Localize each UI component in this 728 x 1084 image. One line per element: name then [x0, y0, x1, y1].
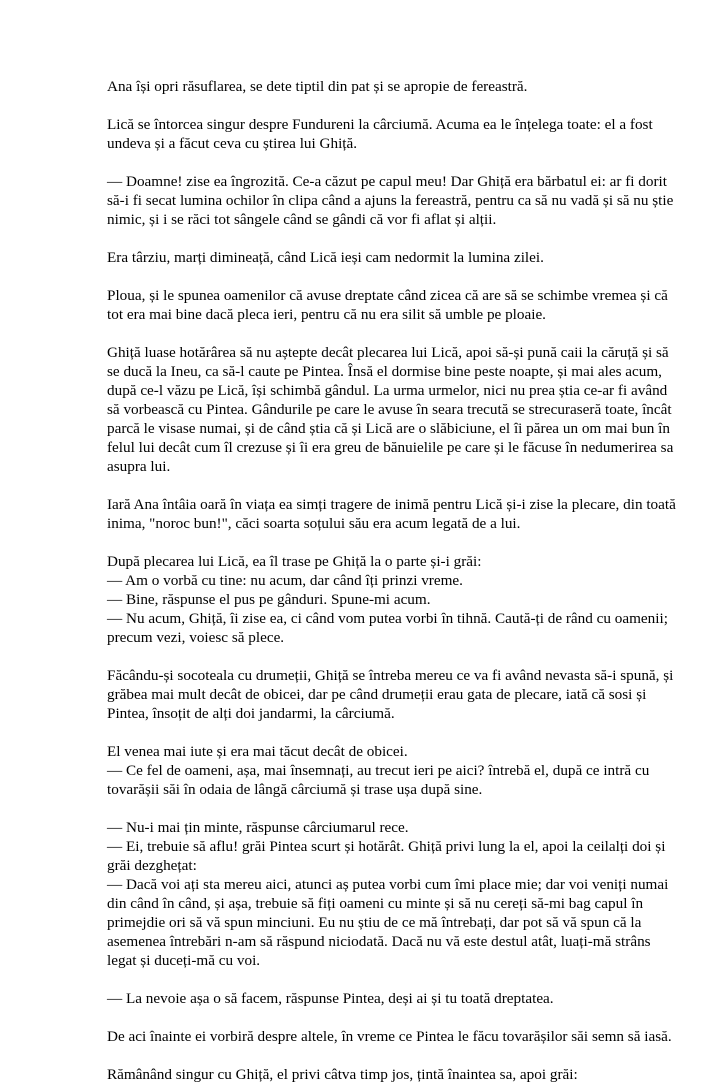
text-line: — Dacă voi ați sta mereu aici, atunci aș putea vorbi cum îmi place mie; dar voi veniți numai din când în când, și așa, trebuie să fiți oameni cu minte și să nu cereți să-mi bag capul în primejdie ori să vă spun minciuni. Eu nu știu de ce mă întrebați, dar pot să vă spun că la asemenea întrebări n-am să răspund niciodată. Dacă nu vă este destul atât, luați-mă strâns legat și duceți-mă cu voi. — [107, 876, 669, 969]
paragraph — [107, 666, 678, 723]
paragraph — [107, 552, 678, 647]
paragraph — [107, 1027, 678, 1046]
text-line: După plecarea lui Lică, ea îl trase pe Ghiță la o parte și-i grăi: — [107, 553, 482, 570]
paragraph — [107, 115, 678, 153]
text-line: Rămânând singur cu Ghiță, el privi câtva timp jos, țintă înaintea sa, apoi grăi: — [107, 1066, 578, 1083]
text-line: Ana își opri răsuflarea, se dete tiptil din pat și se apropie de fereastră. — [107, 78, 528, 95]
text-line: — Nu acum, Ghiță, îi zise ea, ci când vom putea vorbi în tihnă. Caută-ți de rând cu oamenii; precum vezi, voiesc să plece. — [107, 610, 668, 646]
text-line: — Doamne! zise ea îngrozită. Ce-a căzut pe capul meu! Dar Ghiță era bărbatul ei: ar fi dorit să-i fi secat lumina ochilor în clipa când a ajuns la fereastră, pentru ca să nu vadă și să nu știe nimic, și i se răci tot sângele când se gândi că vor fi aflat și alții. — [107, 173, 674, 228]
text-line: — Ce fel de oameni, așa, mai însemnați, au trecut ieri pe aici? întrebă el, după ce intră cu tovarășii săi în odaia de lângă cârciumă și trase ușa după sine. — [107, 762, 650, 798]
text-line: Ghiță luase hotărârea să nu aștepte decât plecarea lui Lică, apoi să-și pună caii la căruță și să se ducă la Ineu, ca să-l caute pe Pintea. Însă el dormise bine peste noapte, și mai ales acum, după ce-l văzu pe Lică, își schimbă gândul. La urma urmelor, nici nu prea știa ce-ar fi având să vorbească cu Pintea. Gândurile pe care le avuse în seara trecută se strecuraseră toate, încât parcă le visase numai, și de când știa că și Lică are o slăbiciune, el îi părea un om mai bun în felul lui decât cum îl crezuse și îi era greu de bănuielile pe care și le făcuse în nedumerirea sa asupra lui. — [107, 344, 674, 475]
text-line: Lică se întorcea singur despre Fundureni la cârciumă. Acuma ea le înțelega toate: el a fost undeva și a făcut ceva cu știrea lui Ghiță. — [107, 116, 653, 152]
paragraph — [107, 818, 678, 970]
text-line: Ploua, și le spunea oamenilor că avuse dreptate când zicea că are să se schimbe vremea și că tot era mai bine dacă pleca ieri, pentru că nu era silit să umble pe ploaie. — [107, 287, 668, 323]
paragraph — [107, 77, 678, 96]
paragraph — [107, 742, 678, 799]
paragraph — [107, 286, 678, 324]
paragraph — [107, 172, 678, 229]
paragraph — [107, 495, 678, 533]
text-line: — La nevoie așa o să facem, răspunse Pintea, deși ai și tu toată dreptatea. — [107, 990, 554, 1007]
paragraph — [107, 248, 678, 267]
paragraph — [107, 1065, 678, 1084]
text-line: — Am o vorbă cu tine: nu acum, dar când îți prinzi vreme. — [107, 572, 463, 589]
document-body — [107, 77, 678, 1084]
text-line: De aci înainte ei vorbiră despre altele, în vreme ce Pintea le făcu tovarășilor săi semn să iasă. — [107, 1028, 672, 1045]
text-line: Iară Ana întâia oară în viața ea simți tragere de inimă pentru Lică și-i zise la plecare, din toată inima, "noroc bun!", căci soarta soțului său era acum legată de a lui. — [107, 496, 676, 532]
text-line: El venea mai iute și era mai tăcut decât de obicei. — [107, 743, 408, 760]
text-line: — Ei, trebuie să aflu! grăi Pintea scurt și hotărât. Ghiță privi lung la el, apoi la ceilalți doi și grăi dezghețat: — [107, 838, 666, 874]
paragraph — [107, 343, 678, 476]
text-line: Era târziu, marți dimineață, când Lică ieși cam nedormit la lumina zilei. — [107, 249, 544, 266]
text-line: — Bine, răspunse el pus pe gânduri. Spune-mi acum. — [107, 591, 431, 608]
text-line: Făcându-și socoteala cu drumeții, Ghiță se întreba mereu ce va fi având nevasta să-i spună, și grăbea mai mult decât de obicei, dar pe când drumeții erau gata de plecare, iată că sosi și Pintea, însoțit de alți doi jandarmi, la cârciumă. — [107, 667, 674, 722]
paragraph — [107, 989, 678, 1008]
text-line: — Nu-i mai țin minte, răspunse cârciumarul rece. — [107, 819, 409, 836]
